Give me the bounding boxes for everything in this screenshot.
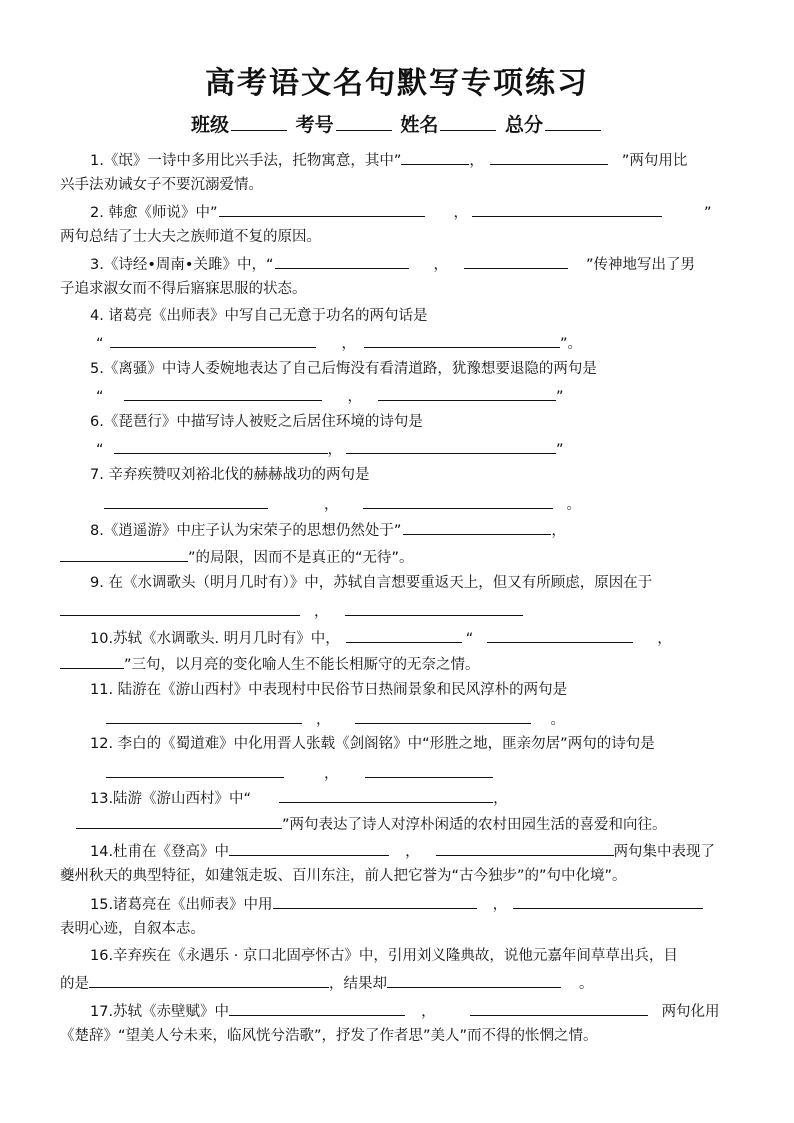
question-text: “ [96, 442, 104, 458]
question-text: 5.《离骚》中诗人委婉地表达了自己后悔没有看清道路，犹豫想要退隐的两句是 [90, 361, 597, 377]
question-6-line-1 [90, 409, 735, 435]
question-text: ”两句用比 [621, 153, 688, 169]
question-11-line-1 [90, 677, 735, 703]
question-text: 两句集中表现了 [613, 844, 716, 860]
question-text: ， [453, 205, 468, 221]
question-text: 3.《诗经•周南•关雎》中，“ [90, 257, 274, 273]
question-text: ”两句表达了诗人对淳朴闲适的农村田园生活的喜爱和向往。 [282, 817, 667, 833]
question-15-line-2 [60, 916, 735, 942]
question-text: 的是 [60, 976, 89, 992]
question-text: 夔州秋天的典型特征，如建瓴走坂、百川东注，前人把它誉为“古今独步”的”句中化境”。 [60, 868, 627, 884]
question-text: 2. 韩愈《师说》中” [90, 205, 218, 221]
answer-blank[interactable] [106, 759, 284, 778]
question-text: 12. 李白的《蜀道难》中化用晋人张载《剑阁铭》中“形胜之地，匪亲勿居”两句的诗句是 [90, 736, 655, 752]
question-3-line-2 [60, 276, 735, 302]
question-10-line-2 [60, 650, 735, 676]
question-text: 两句化用 [661, 1004, 720, 1020]
student-info-row [0, 110, 794, 137]
question-text: 7. 辛弃疾赞叹刘裕北伐的赫赫战功的两句是 [90, 467, 370, 483]
question-14-line-1 [90, 837, 735, 863]
question-text: 8.《逍遥游》中庄子认为宋荣子的思想仍然处于” [90, 523, 402, 539]
question-text: 。 [579, 976, 594, 992]
answer-blank[interactable] [114, 435, 328, 454]
question-16-line-1 [90, 943, 735, 969]
question-text: 16.辛弃疾在《永遇乐 · 京口北固亭怀古》中，引用刘义隆典故，说他元嘉年间草草出兵，目 [90, 948, 678, 964]
answer-blank[interactable] [124, 382, 322, 401]
number-blank[interactable] [336, 112, 392, 131]
answer-blank[interactable] [470, 997, 648, 1016]
answer-blank[interactable] [487, 624, 633, 643]
question-text: ”三句，以月亮的变化喻人生不能长相厮守的无奈之情。 [124, 657, 480, 673]
question-text: ， [493, 791, 508, 807]
answer-blank[interactable] [378, 382, 556, 401]
answer-blank[interactable] [60, 543, 188, 562]
question-text: ， [405, 844, 420, 860]
question-5-line-1 [90, 356, 735, 382]
question-text: ，结果却 [329, 976, 387, 992]
question-text: ， [469, 153, 484, 169]
question-1-line-1 [90, 146, 735, 172]
answer-blank[interactable] [275, 250, 409, 269]
question-1-line-2 [60, 172, 735, 198]
question-text: ， [324, 497, 339, 513]
answer-blank[interactable] [229, 997, 405, 1016]
question-16-line-2 [60, 969, 735, 995]
answer-blank[interactable] [104, 490, 268, 509]
answer-blank[interactable] [436, 837, 614, 856]
question-8-line-2 [60, 543, 735, 569]
question-text: 兴手法劝诫女子不要沉溺爱情。 [60, 177, 263, 193]
question-text: 4. 诸葛亮《出师表》中写自己无意于功名的两句话是 [90, 308, 428, 324]
question-2-line-1 [90, 198, 735, 224]
question-text: “ [96, 336, 104, 352]
question-2-line-2 [60, 224, 735, 250]
question-17-line-2 [60, 1023, 735, 1049]
answer-blank[interactable] [364, 329, 560, 348]
answer-blank[interactable] [403, 516, 551, 535]
question-5-line-2 [96, 382, 741, 408]
question-9-line-2 [60, 597, 735, 623]
question-13-line-1 [90, 784, 735, 810]
question-text: ” [703, 205, 712, 221]
answer-blank[interactable] [355, 705, 531, 724]
question-text: ， [657, 631, 672, 647]
question-4-line-2 [96, 329, 741, 355]
question-text: 10.苏轼《水调歌头. 明月几时有》中， [90, 631, 340, 647]
question-text: ， [421, 1004, 436, 1020]
class-label: 班级 [191, 114, 230, 136]
question-15-line-1 [90, 890, 735, 916]
question-text: 6.《琵琶行》中描写诗人被贬之后居住环境的诗句是 [90, 414, 423, 430]
question-text: ， [324, 766, 339, 782]
question-12-line-2 [106, 759, 751, 785]
question-text: 14.杜甫在《登高》中 [90, 844, 230, 860]
question-7-line-2 [104, 490, 749, 516]
question-text: 13.陆游《游山西村》中“ [90, 791, 252, 807]
score-blank[interactable] [545, 112, 601, 131]
answer-blank[interactable] [346, 435, 556, 454]
question-11-line-2 [106, 705, 751, 731]
question-text: ， [341, 336, 357, 352]
question-text: ” [556, 442, 564, 458]
question-text: ， [327, 442, 343, 458]
answer-blank[interactable] [106, 705, 302, 724]
question-text: 《楚辞》“望美人兮未来，临风恍兮浩歌”，抒发了作者思”美人”而不得的怅惘之情。 [60, 1028, 598, 1044]
question-10-line-1 [90, 624, 735, 650]
answer-blank[interactable] [110, 329, 316, 348]
answer-blank[interactable] [273, 890, 477, 909]
question-text: ， [314, 604, 329, 620]
answer-blank[interactable] [60, 650, 124, 669]
question-text: 。 [566, 497, 581, 513]
question-text: ”的局限，因而不是真正的“无待”。 [188, 550, 414, 566]
question-13-line-2 [76, 810, 721, 836]
answer-blank[interactable] [279, 784, 493, 803]
question-text: ， [433, 257, 448, 273]
answer-blank[interactable] [490, 146, 608, 165]
question-3-line-1 [90, 250, 735, 276]
answer-blank[interactable] [464, 250, 568, 269]
question-text: ， [347, 389, 363, 405]
answer-blank[interactable] [365, 759, 493, 778]
question-text: ， [492, 897, 508, 913]
question-text: 表明心迹，自叙本志。 [60, 921, 205, 937]
question-12-line-1 [90, 731, 735, 757]
question-text: ”传神地写出了男 [585, 257, 695, 273]
answer-blank[interactable] [76, 810, 282, 829]
page-title: 高考语文名句默写专项练习 [205, 66, 589, 101]
question-text: 11. 陆游在《游山西村》中表现村中民俗节日热闹景象和民风淳朴的两句是 [90, 682, 568, 698]
question-text: 。 [550, 712, 565, 728]
answer-blank[interactable] [345, 597, 523, 616]
question-4-line-1 [90, 303, 735, 329]
question-text: ”。 [560, 336, 583, 352]
question-14-line-2 [60, 863, 735, 889]
question-text: “ [96, 389, 104, 405]
question-9-line-1 [90, 570, 735, 596]
question-text: ， [551, 523, 566, 539]
answer-blank[interactable] [229, 837, 389, 856]
question-text: 1.《氓》一诗中多用比兴手法，托物寓意，其中” [90, 153, 402, 169]
name-blank[interactable] [440, 112, 496, 131]
question-text: 9. 在《水调歌头（明月几时有）》中，苏轼自言想要重返天上，但又有所顾虑，原因在于 [90, 575, 653, 591]
answer-blank[interactable] [346, 624, 462, 643]
answer-blank[interactable] [60, 597, 300, 616]
question-text: ， [316, 712, 331, 728]
question-text: ” [556, 389, 564, 405]
name-label: 姓名 [400, 114, 439, 136]
answer-blank[interactable] [89, 969, 329, 988]
answer-blank[interactable] [219, 198, 425, 217]
answer-blank[interactable] [363, 490, 553, 509]
question-text: 15.诸葛亮在《出师表》中用 [90, 897, 273, 913]
answer-blank[interactable] [401, 146, 469, 165]
answer-blank[interactable] [513, 890, 703, 909]
question-8-line-1 [90, 516, 735, 542]
question-text: “ [465, 631, 474, 647]
number-label: 考号 [295, 114, 334, 136]
question-text: 子追求淑女而不得后寤寐思服的状态。 [60, 281, 307, 297]
question-text: 两句总结了士大夫之族师道不复的原因。 [60, 229, 321, 245]
question-text: 17.苏轼《赤壁赋》中 [90, 1004, 230, 1020]
answer-blank[interactable] [387, 969, 561, 988]
answer-blank[interactable] [472, 198, 662, 217]
question-7-line-1 [90, 462, 735, 488]
score-label: 总分 [504, 114, 543, 136]
question-6-line-2 [96, 435, 741, 461]
question-17-line-1 [90, 997, 735, 1023]
class-blank[interactable] [231, 112, 287, 131]
